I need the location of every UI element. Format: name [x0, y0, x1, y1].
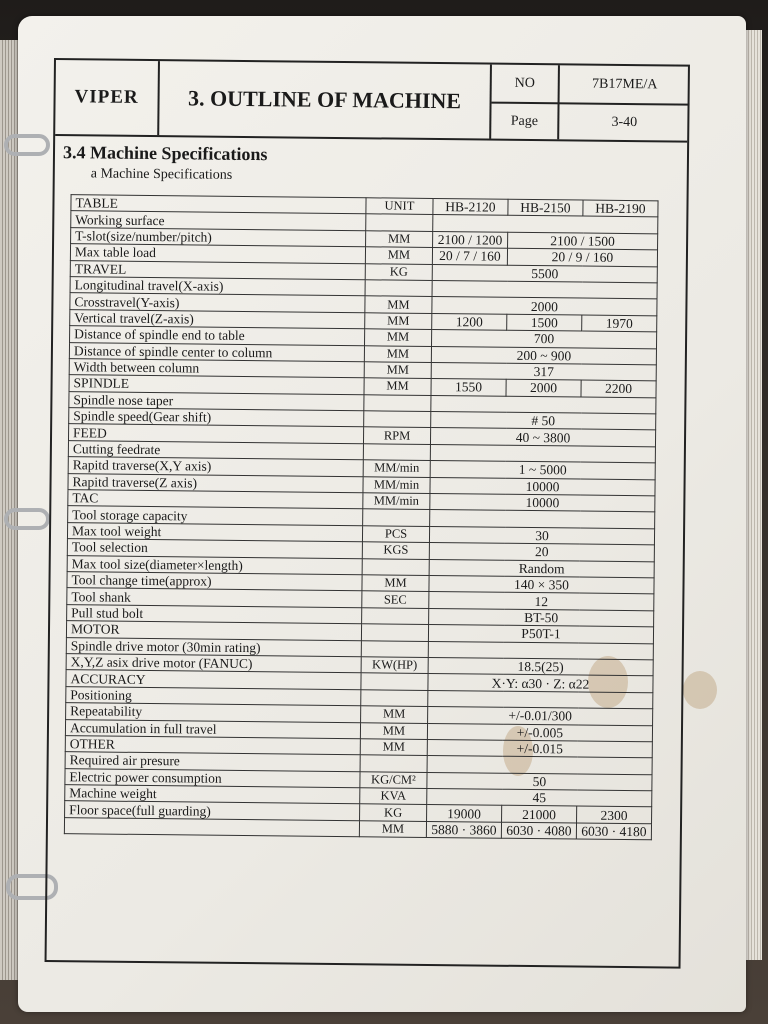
- spec-unit: MM: [362, 575, 429, 592]
- spec-unit: MM: [360, 739, 427, 756]
- spec-label: Tool storage capacity: [68, 506, 363, 525]
- spec-unit: [361, 624, 428, 641]
- spec-label: TRAVEL: [70, 260, 365, 279]
- spec-unit: [360, 755, 427, 772]
- spec-unit: MM/min: [363, 460, 430, 477]
- spec-value: 20 / 7 / 160: [432, 248, 507, 265]
- spec-value: # 50: [431, 412, 656, 431]
- page-number: 3-40: [611, 114, 638, 130]
- section-subtitle: a Machine Specifications: [90, 166, 233, 183]
- spec-label: Tool selection: [67, 539, 362, 558]
- spec-unit: MM/min: [363, 476, 430, 493]
- spec-value: 10000: [430, 493, 655, 512]
- spec-value: 2100 / 1500: [508, 232, 658, 250]
- column-header: TABLE: [71, 195, 366, 214]
- document-header: [55, 60, 688, 143]
- spec-value: 2100 / 1200: [433, 231, 508, 248]
- spec-value: 18.5(25): [428, 657, 653, 676]
- spec-value: 2200: [581, 380, 656, 397]
- spec-unit: MM: [361, 706, 428, 723]
- spec-unit: [363, 444, 430, 461]
- spec-label: Positioning: [66, 686, 361, 705]
- spec-unit: [363, 509, 430, 526]
- spec-value: 6030 · 4180: [576, 823, 651, 840]
- spec-value: 2000: [432, 297, 657, 316]
- spec-unit: MM/min: [363, 493, 430, 510]
- spec-value: 1970: [582, 315, 657, 332]
- document-meta: [489, 65, 690, 141]
- spec-value: P50T-1: [428, 625, 653, 644]
- spec-unit: KG: [365, 263, 432, 280]
- column-header: HB-2190: [583, 200, 658, 217]
- spec-unit: MM: [364, 362, 431, 379]
- spec-label: Rapitd traverse(Z axis): [68, 473, 363, 492]
- spec-label: Distance of spindle center to column: [69, 342, 364, 361]
- spec-value: 1 ~ 5000: [430, 461, 655, 480]
- spec-unit: RPM: [363, 427, 430, 444]
- spec-label: Crosstravel(Y-axis): [70, 293, 365, 312]
- spec-unit: [364, 394, 431, 411]
- spec-label: Distance of spindle end to table: [70, 326, 365, 345]
- spec-value: 1200: [432, 313, 507, 330]
- spec-value: 1550: [431, 379, 506, 396]
- spec-value: BT-50: [429, 608, 654, 627]
- spec-value: X·Y: α30 · Z: α22: [428, 674, 653, 693]
- spec-value: 20 / 9 / 160: [507, 248, 657, 266]
- spec-label: Longitudinal travel(X-axis): [70, 277, 365, 296]
- spec-value: +/-0.015: [427, 739, 652, 758]
- spec-label: Accumulation in full travel: [65, 719, 360, 738]
- page-label: Page: [510, 113, 539, 129]
- spec-unit: KW(HP): [361, 657, 428, 674]
- spec-value: 200 ~ 900: [431, 346, 656, 365]
- spec-unit: [361, 689, 428, 706]
- spec-value: 20: [429, 543, 654, 562]
- spec-label: Max tool size(diameter×length): [67, 555, 362, 574]
- spec-unit: PCS: [362, 526, 429, 543]
- spec-unit: [365, 280, 432, 297]
- spec-value: +/-0.005: [427, 723, 652, 742]
- spec-unit: [362, 558, 429, 575]
- spec-label: ACCURACY: [66, 670, 361, 689]
- spec-unit: [361, 673, 428, 690]
- spec-label: Max tool weight: [67, 522, 362, 541]
- spec-unit: [361, 640, 428, 657]
- spec-unit: [362, 608, 429, 625]
- spec-unit: [364, 411, 431, 428]
- spec-unit: MM: [360, 722, 427, 739]
- spec-label: OTHER: [65, 736, 360, 755]
- spec-value: 45: [427, 789, 652, 808]
- spec-unit: MM: [364, 345, 431, 362]
- document-page: [18, 16, 746, 1012]
- column-header: HB-2150: [508, 199, 583, 216]
- spec-value: 140 × 350: [429, 575, 654, 594]
- spec-unit: MM: [365, 296, 432, 313]
- spec-value: 19000: [427, 805, 502, 822]
- stain-mark: [683, 671, 717, 709]
- spec-label: Spindle nose taper: [69, 391, 364, 410]
- spec-unit: KG: [360, 804, 427, 821]
- spec-unit: [366, 214, 433, 231]
- spec-unit: MM: [365, 313, 432, 330]
- spec-value: 6030 · 4080: [501, 822, 576, 839]
- spec-label: Rapitd traverse(X,Y axis): [68, 457, 363, 476]
- spec-label: TAC: [68, 490, 363, 509]
- spec-label: Working surface: [71, 211, 366, 230]
- spec-label: Machine weight: [65, 785, 360, 804]
- spec-label: Max table load: [70, 244, 365, 263]
- spec-value: 1500: [507, 314, 582, 331]
- spec-unit: MM: [364, 378, 431, 395]
- spec-label: Tool shank: [67, 588, 362, 607]
- spec-label: Electric power consumption: [65, 768, 360, 787]
- spec-unit: MM: [365, 329, 432, 346]
- spec-unit: MM: [359, 821, 426, 838]
- spec-value: +/-0.01/300: [428, 707, 653, 726]
- spec-unit: KGS: [362, 542, 429, 559]
- spec-value: Random: [429, 559, 654, 578]
- spec-unit: KG/CM²: [360, 771, 427, 788]
- spec-value: 21000: [502, 806, 577, 823]
- spec-label: T-slot(size/number/pitch): [71, 227, 366, 246]
- doc-no-value: 7B17ME/A: [592, 76, 658, 92]
- spec-sheet-frame: [45, 58, 690, 969]
- document-title: 3. OUTLINE OF MACHINE: [187, 85, 462, 114]
- spec-label: Pull stud bolt: [67, 604, 362, 623]
- column-header: HB-2120: [433, 198, 508, 215]
- section-title: 3.4 Machine Specifications: [62, 142, 268, 165]
- spec-label: FEED: [68, 424, 363, 443]
- spec-value: 40 ~ 3800: [430, 428, 655, 447]
- spec-value: 12: [429, 592, 654, 611]
- spec-unit: KVA: [360, 788, 427, 805]
- spec-label: Vertical travel(Z-axis): [70, 309, 365, 328]
- column-header: UNIT: [366, 198, 433, 215]
- spec-label: [64, 817, 359, 836]
- brand-name: VIPER: [55, 60, 160, 135]
- spec-label: MOTOR: [66, 621, 361, 640]
- spec-unit: SEC: [362, 591, 429, 608]
- spec-label: Width between column: [69, 359, 364, 378]
- spec-value: 30: [429, 526, 654, 545]
- spec-label: SPINDLE: [69, 375, 364, 394]
- spec-label: Floor space(full guarding): [65, 801, 360, 820]
- spec-unit: MM: [366, 231, 433, 248]
- spec-label: Spindle drive motor (30min rating): [66, 637, 361, 656]
- spec-value: 50: [427, 772, 652, 791]
- spec-table: [64, 194, 659, 840]
- spec-label: Spindle speed(Gear shift): [69, 408, 364, 427]
- spec-value: 317: [431, 362, 656, 381]
- spec-value: 10000: [430, 477, 655, 496]
- binder-ring-middle-icon: [4, 508, 50, 530]
- spec-value: 2300: [577, 806, 652, 823]
- spec-label: Required air presure: [65, 752, 360, 771]
- spec-label: Tool change time(approx): [67, 572, 362, 591]
- spec-label: X,Y,Z asix drive motor (FANUC): [66, 654, 361, 673]
- spec-value: 5500: [432, 264, 657, 283]
- binder-ring-top-icon: [4, 134, 50, 156]
- spec-unit: MM: [365, 247, 432, 264]
- spec-value: 2000: [506, 380, 581, 397]
- doc-no-label: NO: [514, 75, 535, 91]
- spec-label: Repeatability: [66, 703, 361, 722]
- spec-label: Cutting feedrate: [68, 441, 363, 460]
- spec-value: 700: [432, 330, 657, 349]
- spec-value: 5880 · 3860: [426, 821, 501, 838]
